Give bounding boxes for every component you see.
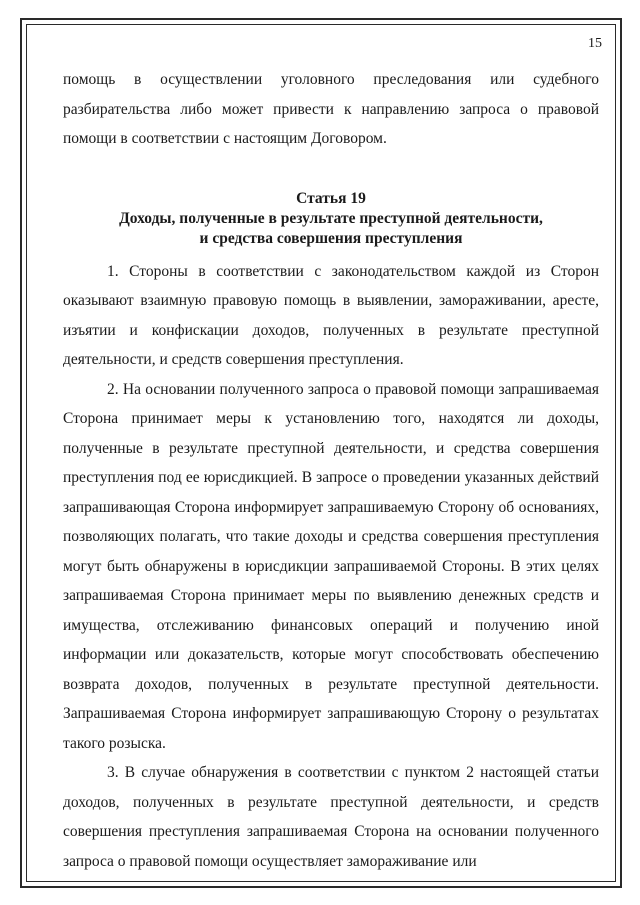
article-title-line-2: и средства совершения преступления: [199, 229, 463, 247]
page-number: 15: [588, 36, 602, 51]
paragraph-1: 1. Стороны в соответствии с законодательством каждой из Сторон оказывают взаимную правовую помощь в выявлении, замораживании, аресте, изъятии и конфискации доходов, полученных в результате преступной деятельности, и средств совершения преступления.: [63, 262, 599, 368]
intro-paragraph: помощь в осуществлении уголовного преследования или судебного разбирательства либо может привести к направлению запроса о правовой помощи в соответствии с настоящим Договором.: [63, 71, 599, 147]
paragraph-3: 3. В случае обнаружения в соответствии с пунктом 2 настоящей статьи доходов, полученных в результате преступной деятельности, и средств совершения преступления запрашиваемая Сторона на основании полученного запроса о правовой помощи осуществляет замораживание или: [63, 764, 599, 870]
paragraph-2: 2. На основании полученного запроса о правовой помощи запрашиваемая Сторона принимает меры к установлению того, находятся ли доходы, полученные в результате преступной деятельности, и средства совершения преступления под ее юрисдикцией. В запросе о проведении указанных действий запрашивающая Сторона информирует запрашиваемую Сторону об основаниях, позволяющих полагать, что такие доходы и средства совершения преступления могут быть обнаружены в юрисдикции запрашиваемой Стороны. В этих целях запрашиваемая Сторона принимает меры по выявлению денежных средств и имущества, отслеживанию финансовых операций и получению иной информации или доказательств, которые могут способствовать обеспечению возврата доходов, полученных в результате преступной деятельности. Запрашиваемая Сторона информирует запрашивающую Сторону о результатах такого розыска.: [63, 380, 599, 752]
article-number: Статья 19: [296, 189, 366, 207]
article-heading: [63, 189, 599, 249]
document-body: [63, 65, 599, 876]
article-title-line-1: Доходы, полученные в результате преступной деятельности,: [119, 209, 543, 227]
